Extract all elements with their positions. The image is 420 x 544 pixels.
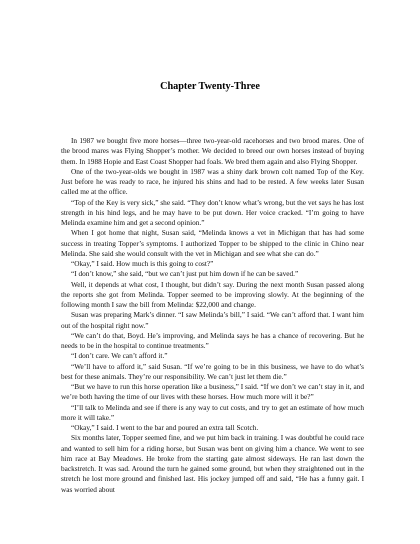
paragraph: Six months later, Topper seemed fine, and we put him back in training. I was doubtful he could race and wanted to sell him for a riding horse, but Susan was bent on giving him a chance. We went to see him race at Bay Meadows. He broke from the starting gate almost sideways. He ran last down the backstretch. It was sad. Around the turn he gained some ground, but when they straightened out in the stretch he lost more ground and finished last. His jockey jumped off and said, “He has a funny gait. I was worried about bbox=[61, 433, 364, 494]
paragraph: When I got home that night, Susan said, “Melinda knows a vet in Michigan that has had some success in treating Topper’s symptoms. I authorized Topper to be shipped to the clinic in Chino near Melinda. She said she would consult with the vet in Michigan and see what she can do.” bbox=[61, 228, 364, 258]
paragraph: “I don’t know,” she said, “but we can’t just put him down if he can be saved.” bbox=[71, 269, 299, 279]
paragraph: Susan was preparing Mark’s dinner. “I saw Melinda’s bill,” I said. “We can’t afford that. I want him out of the hospital right now.” bbox=[61, 310, 364, 330]
paragraph: “We’ll have to afford it,” said Susan. “If we’re going to be in this business, we have to do what’s best for these animals. They’re our responsibility. We can’t just let them die.” bbox=[61, 361, 364, 381]
paragraph: “Top of the Key is very sick,” she said. “They don’t know what’s wrong, but the vet says he has lost strength in his hind legs, and he may have to be put down. Her voice cracked. “I’m going to have Melinda examine him and get a second opinion.” bbox=[61, 197, 364, 227]
paragraph: “I don’t care. We can’t afford it.” bbox=[71, 351, 168, 361]
paragraph: “Okay,” I said. How much is this going to cost?” bbox=[71, 259, 214, 268]
chapter-body bbox=[61, 136, 364, 495]
chapter-title: Chapter Twenty-Three bbox=[160, 81, 260, 92]
paragraph: In 1987 we bought five more horses—three two-year-old racehorses and two brood mares. One of the brood mares was Flying Shopper’s mother. We decided to breed our own horses instead of buying them. In 1988 Hopie and East Coast Shopper had foals. We bred them again and also Flying Shopper. bbox=[61, 136, 364, 166]
paragraph: Well, it depends at what cost, I thought, but didn’t say. During the next month Susan passed along the reports she got from Melinda. Topper seemed to be improving slowly. At the beginning of the following month I saw the bill from Melinda: $22,000 and change. bbox=[61, 279, 364, 309]
paragraph: “We can’t do that, Boyd. He’s improving, and Melinda says he has a chance of recovering. But he needs to be in the hospital to continue treatments.” bbox=[61, 330, 364, 350]
paragraph: “I’ll talk to Melinda and see if there is any way to cut costs, and try to get an estimate of how much more it will take.” bbox=[61, 402, 364, 422]
paragraph: One of the two-year-olds we bought in 1987 was a shiny dark brown colt named Top of the Key. Just before he was ready to race, he injured his shins and had to be rested. A few weeks later Susan called me at the office. bbox=[61, 166, 364, 197]
paragraph: “Okay,” I said. I went to the bar and poured an extra tall Scotch. bbox=[71, 423, 259, 432]
paragraph: “But we have to run this horse operation like a business,” I said. “If we don’t we can’t stay in it, and we’re both having the time of our lives with these horses. How much more will it be?” bbox=[61, 382, 364, 402]
